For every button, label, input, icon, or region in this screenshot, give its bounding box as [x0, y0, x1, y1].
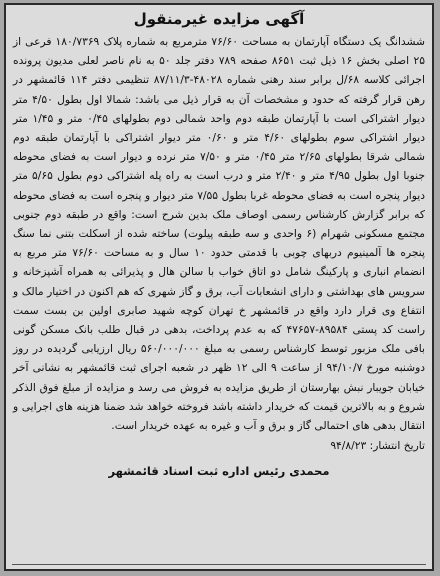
- signature: محمدی رئیس اداره ثبت اسناد قائمشهر: [108, 464, 330, 479]
- publication-date: تاریخ انتشار: ۹۴/۸/۲۳: [330, 439, 425, 453]
- auction-notice: [4, 3, 434, 571]
- bottom-rule: [12, 564, 426, 565]
- notice-body: ششدانگ یک دستگاه آپارتمان به مساحت ۷۶/۶۰ مترمربع به شماره پلاک ۱۸۰/۷۳۶۹ فرعی از ۲۵ اصلی بخش ۱۶ ذیل ثبت ۸۶۵۱ صفحه ۷۸۹ دفتر جلد ۵۰ به نام ناصر لعلی مدیون پرونده اجرائی کلاسه ۶۸/ل برابر سند رهنی شماره ۴۸۰۲۸-۸۷/۱۱/۳ تنظیمی دفتر ۱۱۴ قائمشهر در رهن قرار گرفته که حدود و مشخصات آن به قرار ذیل می باشد: شمالا اول بطول ۴/۵۰ متر دیوار اشتراکی است با آپارتمان طبقه دوم واحد شمالی دوم بطولهای ۰/۴۵ متر و ۱/۴۵ متر دیوار اشتراکی سوم بطولهای ۴/۶۰ متر و ۰/۶۰ متر دیوار اشتراکی با آپارتمان طبقه دوم شمالی شرقا بطولهای ۲/۶۵ متر ۰/۴۵ متر و ۷/۵۰ متر نرده و دیوار است به فضای محوطه جنوبا اول بطول ۴/۹۵ متر و ۲/۴۰ متر و درب است به راه پله اشتراکی دوم بطول ۵/۶۵ متر دیوار پنجره است به فضای محوطه غربا بطول ۷/۵۵ متر دیوار و پنجره است به فضای محوطه که برابر گزارش کارشناس رسمی اوصاف ملک بدین شرح است: واقع در طبقه دوم جنوبی مجتمع مسکونی شهرام (۶ واحدی و سه طبقه پیلوت) ساخته شده از اسکلت بتنی نما سنگ پنجره ها آلمینیوم دربهای چوبی با قدمتی حدود ۱۰ سال و به مساحت ۷۶/۶۰ متر مربع به انضمام انباری و پارکینگ شامل دو اتاق خواب با سالن هال و پذیرائی به همراه آشپزخانه و سرویس های بهداشتی و دارای انشعابات آب، برق و گاز شهری که هم اکنون در اختیار مالک و انتفاع وی قرار دارد واقع در قائمشهر خ تهران کوچه شهید صابری اولین بن بست سمت راست کد پستی ۸۹۵۸۴-۴۷۶۵۷ که به عدم پرداخت، بدهی در قبال طلب بانک مسکن گونی بافی ملک مزبور توسط کارشناس رسمی به مبلغ ۵۶۰/۰۰۰/۰۰۰ ریال ارزیابی گردیده در روز دوشنبه مورخ ۹۴/۱۰/۷ از ساعت ۹ الی ۱۲ ظهر در شعبه اجرای ثبت قائمشهر به نشانی آخر خیابان جویبار نبش بهارستان از طریق مزایده به فروش می رسد و مزایده از مبلغ فوق الذکر شروع و به بالاترین قیمت که خریدار داشته باشد فروخته خواهد شد ضمنا هزینه های اجرایی و انتقال بدهی های احتمالی گاز و برق و آب و غیره به عهده خریدار است.: [13, 35, 426, 433]
- notice-title: آگهی مزایده غیرمنقول: [133, 10, 305, 28]
